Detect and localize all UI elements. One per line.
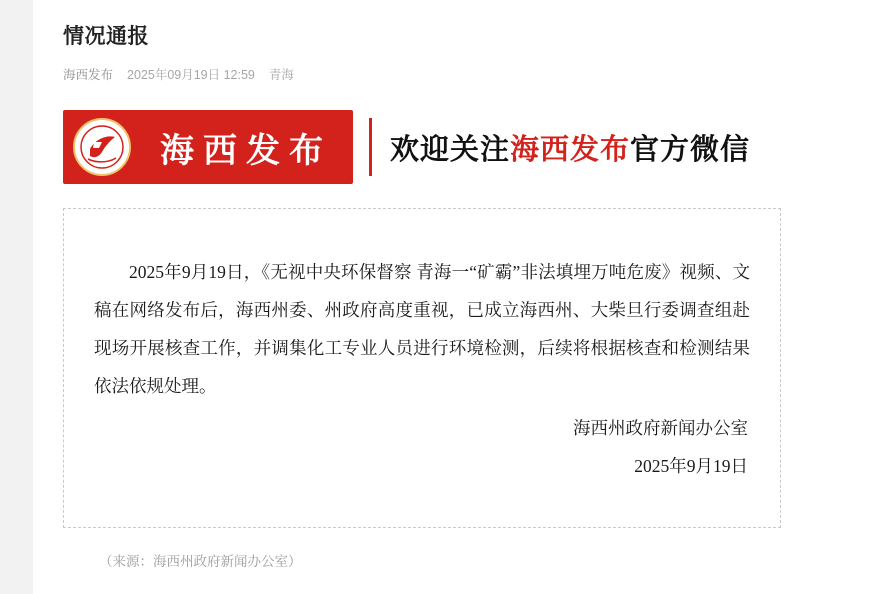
wechat-promo-banner xyxy=(63,110,793,184)
slogan-highlight: 海西发布 xyxy=(510,133,631,166)
logo-wordmark: 海西发布 xyxy=(160,132,332,170)
source-note: （来源：海西州政府新闻办公室） xyxy=(99,554,302,569)
banner-slogan xyxy=(390,127,750,168)
notice-signature xyxy=(573,409,748,485)
signature-date: 2025年9月19日 xyxy=(634,456,748,476)
meta-source[interactable]: 海西发布 xyxy=(63,68,114,82)
notice-body: 2025年9月19日，《无视中央环保督察 青海一“矿霸”非法填埋万吨危废》视频、文稿在网络发布后，海西州委、州政府高度重视，已成立海西州、大柴旦行委调查组赴现场开展核查工作，并调集化工专业人员进行环境检测，后续将根据核查和检测结果依法依规处理。 xyxy=(94,261,750,396)
haixi-emblem-icon xyxy=(73,118,131,176)
article-meta xyxy=(63,66,831,84)
article-content xyxy=(33,0,871,594)
signature-org: 海西州政府新闻办公室 xyxy=(573,418,748,438)
meta-timestamp: 2025年09月19日 12:59 xyxy=(127,68,255,82)
page-title: 情况通报 xyxy=(63,25,149,48)
banner-divider xyxy=(369,118,372,176)
slogan-suffix: 官方微信 xyxy=(630,133,751,166)
slogan-prefix: 欢迎关注 xyxy=(390,133,511,166)
meta-region: 青海 xyxy=(268,68,294,82)
left-gutter xyxy=(0,0,34,594)
haixi-logo-block xyxy=(63,110,353,184)
notice-card xyxy=(63,208,781,528)
